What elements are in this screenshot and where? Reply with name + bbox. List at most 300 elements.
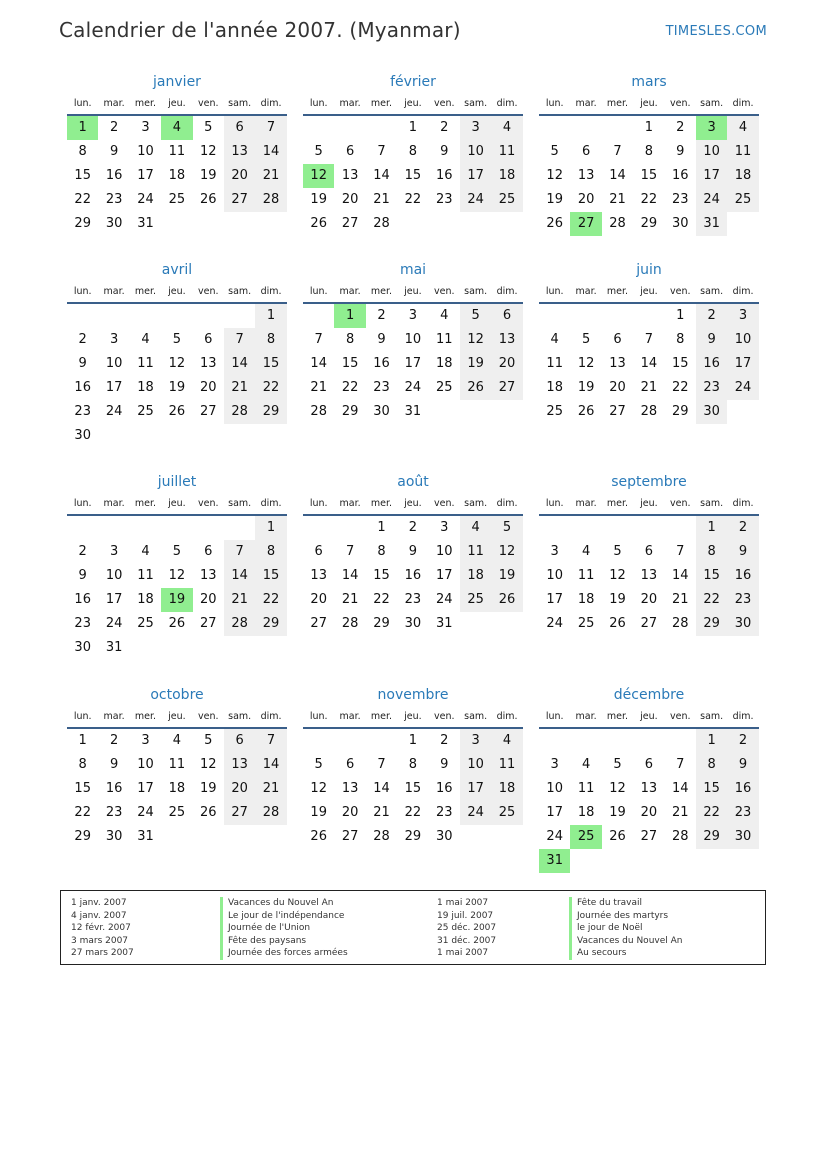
week-row bbox=[303, 400, 523, 424]
day-cell: 1 bbox=[255, 304, 286, 328]
day-cell: 9 bbox=[440, 144, 449, 159]
day-cell: 1 bbox=[334, 304, 365, 328]
day-cell: 21 bbox=[671, 592, 689, 607]
weekday-label: jeu. bbox=[404, 711, 422, 722]
weekday-label: mar. bbox=[103, 98, 125, 109]
week-row bbox=[67, 400, 287, 424]
day-cell: 21 bbox=[310, 380, 327, 395]
day-cell: 22 bbox=[74, 805, 91, 820]
day-cell: 16 bbox=[696, 352, 727, 376]
day-cell: 14 bbox=[640, 356, 658, 371]
weekday-label: lun. bbox=[309, 498, 328, 509]
day-cell: 18 bbox=[491, 777, 522, 801]
day-cell: 22 bbox=[640, 192, 658, 207]
weekday-label: mer. bbox=[134, 711, 157, 722]
day-cell: 22 bbox=[255, 588, 286, 612]
day-cell: 10 bbox=[137, 757, 154, 772]
day-cell: 12 bbox=[310, 781, 327, 796]
day-cell: 28 bbox=[255, 188, 286, 212]
day-cell: 12 bbox=[199, 757, 217, 772]
day-cell: 27 bbox=[199, 616, 217, 631]
day-cell: 12 bbox=[577, 356, 595, 371]
day-cell: 18 bbox=[491, 164, 522, 188]
day-cell: 29 bbox=[74, 829, 91, 844]
weekday-label: dim. bbox=[260, 98, 282, 109]
day-cell: 30 bbox=[105, 216, 123, 231]
day-cell: 26 bbox=[577, 404, 595, 419]
month-name: juin bbox=[636, 262, 662, 278]
day-cell: 31 bbox=[137, 216, 154, 231]
empty-day-cell bbox=[570, 116, 601, 140]
day-cell: 5 bbox=[460, 304, 491, 328]
day-cell: 22 bbox=[74, 192, 91, 207]
day-cell: 25 bbox=[491, 801, 522, 825]
day-cell: 28 bbox=[255, 801, 286, 825]
empty-day-cell bbox=[602, 516, 633, 540]
legend-dates-left bbox=[71, 897, 134, 960]
day-cell: 7 bbox=[224, 540, 255, 564]
day-cell: 25 bbox=[491, 188, 522, 212]
day-cell: 30 bbox=[727, 612, 758, 636]
day-cell: 5 bbox=[314, 757, 323, 772]
day-cell: 22 bbox=[404, 192, 422, 207]
day-cell: 29 bbox=[255, 612, 286, 636]
month-6 bbox=[67, 470, 287, 660]
day-cell: 6 bbox=[581, 144, 591, 159]
weekday-label: jeu. bbox=[640, 286, 658, 297]
weekday-label: lun. bbox=[309, 286, 328, 297]
site-link[interactable]: TIMESLES.COM bbox=[665, 24, 767, 39]
weekday-label: sam. bbox=[464, 498, 488, 509]
day-cell: 2 bbox=[109, 733, 119, 748]
day-cell: 30 bbox=[696, 400, 727, 424]
day-cell: 18 bbox=[460, 564, 491, 588]
day-cell: 16 bbox=[727, 777, 758, 801]
day-cell: 27 bbox=[199, 404, 217, 419]
week-row bbox=[539, 516, 759, 540]
week-row bbox=[303, 116, 523, 140]
day-cell: 31 bbox=[435, 616, 453, 631]
weekday-label: lun. bbox=[73, 498, 92, 509]
week-row bbox=[67, 516, 287, 540]
day-cell: 30 bbox=[404, 616, 422, 631]
day-cell: 2 bbox=[377, 308, 386, 323]
day-cell: 7 bbox=[345, 544, 355, 559]
day-cell: 10 bbox=[696, 140, 727, 164]
legend-dates-right bbox=[437, 897, 496, 960]
day-cell: 15 bbox=[640, 168, 658, 183]
week-row bbox=[539, 164, 759, 188]
day-cell: 13 bbox=[224, 753, 255, 777]
day-cell: 12 bbox=[546, 168, 563, 183]
empty-day-cell bbox=[161, 516, 192, 540]
day-cell: 23 bbox=[727, 588, 758, 612]
day-cell: 13 bbox=[310, 568, 327, 583]
empty-day-cell bbox=[665, 516, 696, 540]
day-cell: 11 bbox=[137, 568, 154, 583]
day-cell: 23 bbox=[435, 192, 453, 207]
day-cell: 2 bbox=[440, 120, 449, 135]
month-0 bbox=[67, 70, 287, 236]
day-cell: 1 bbox=[255, 516, 286, 540]
day-cell: 10 bbox=[137, 144, 154, 159]
day-cell: 13 bbox=[491, 328, 522, 352]
day-cell: 26 bbox=[546, 216, 563, 231]
day-cell: 16 bbox=[74, 592, 91, 607]
legend-holiday-name: Fête du travail bbox=[569, 897, 682, 910]
weekday-label: mar. bbox=[575, 711, 597, 722]
day-cell: 19 bbox=[199, 168, 217, 183]
week-row bbox=[67, 801, 287, 825]
day-cell: 11 bbox=[491, 140, 522, 164]
weekday-label: ven. bbox=[198, 286, 219, 297]
week-row bbox=[303, 729, 523, 753]
weekday-label: ven. bbox=[198, 498, 219, 509]
week-row bbox=[303, 328, 523, 352]
day-cell: 25 bbox=[168, 805, 186, 820]
day-cell: 19 bbox=[609, 592, 626, 607]
weekday-header bbox=[539, 282, 759, 304]
day-cell: 19 bbox=[546, 192, 563, 207]
legend-holiday-name: Journée des martyrs bbox=[569, 910, 682, 923]
day-cell: 6 bbox=[224, 116, 255, 140]
day-cell: 24 bbox=[460, 801, 491, 825]
day-cell: 21 bbox=[373, 805, 390, 820]
week-row bbox=[303, 588, 523, 612]
day-cell: 3 bbox=[460, 116, 491, 140]
day-cell: 5 bbox=[204, 120, 213, 135]
day-cell: 20 bbox=[199, 592, 217, 607]
month-4 bbox=[303, 258, 523, 424]
day-cell: 4 bbox=[491, 729, 522, 753]
day-cell: 25 bbox=[435, 380, 453, 395]
day-cell: 16 bbox=[74, 380, 91, 395]
day-cell: 15 bbox=[696, 564, 727, 588]
day-cell: 28 bbox=[373, 829, 390, 844]
month-name: février bbox=[390, 74, 436, 90]
weekday-label: dim. bbox=[496, 98, 518, 109]
day-cell: 28 bbox=[671, 829, 689, 844]
day-cell: 5 bbox=[172, 332, 181, 347]
week-row bbox=[67, 164, 287, 188]
day-cell: 24 bbox=[546, 616, 563, 631]
week-row bbox=[303, 564, 523, 588]
legend-names-left bbox=[220, 897, 348, 960]
week-row bbox=[67, 540, 287, 564]
empty-day-cell bbox=[224, 516, 255, 540]
day-cell: 1 bbox=[377, 520, 386, 535]
day-cell: 1 bbox=[408, 733, 417, 748]
day-cell: 20 bbox=[224, 777, 255, 801]
week-row bbox=[303, 188, 523, 212]
day-cell: 4 bbox=[491, 116, 522, 140]
day-cell: 29 bbox=[373, 616, 390, 631]
day-cell: 6 bbox=[314, 544, 323, 559]
weekday-label: mar. bbox=[103, 711, 125, 722]
week-row bbox=[539, 777, 759, 801]
empty-day-cell bbox=[334, 729, 365, 753]
day-cell: 19 bbox=[609, 805, 626, 820]
day-cell: 12 bbox=[609, 568, 626, 583]
day-cell: 5 bbox=[314, 144, 323, 159]
day-cell: 17 bbox=[435, 568, 453, 583]
legend-date: 12 févr. 2007 bbox=[71, 923, 131, 933]
legend-holiday-name: le jour de Noël bbox=[569, 922, 682, 935]
weekday-label: jeu. bbox=[168, 98, 186, 109]
day-cell: 18 bbox=[546, 380, 563, 395]
weekday-label: mar. bbox=[339, 286, 361, 297]
day-cell: 15 bbox=[373, 568, 390, 583]
legend-holiday-name: Au secours bbox=[569, 947, 682, 960]
day-cell: 14 bbox=[373, 168, 390, 183]
day-cell: 20 bbox=[310, 592, 327, 607]
empty-day-cell bbox=[98, 304, 129, 328]
weekday-label: sam. bbox=[700, 286, 724, 297]
week-row bbox=[539, 588, 759, 612]
day-cell: 16 bbox=[671, 168, 689, 183]
weekday-header bbox=[539, 494, 759, 516]
day-cell: 27 bbox=[341, 829, 359, 844]
weekday-header bbox=[67, 282, 287, 304]
month-10 bbox=[303, 683, 523, 849]
weekday-label: ven. bbox=[670, 286, 691, 297]
week-row bbox=[303, 352, 523, 376]
day-cell: 18 bbox=[727, 164, 758, 188]
week-row bbox=[539, 352, 759, 376]
day-cell: 26 bbox=[609, 829, 626, 844]
day-cell: 18 bbox=[577, 805, 595, 820]
day-cell: 18 bbox=[435, 356, 453, 371]
day-cell: 7 bbox=[613, 144, 622, 159]
weekday-label: sam. bbox=[228, 498, 252, 509]
weekday-label: sam. bbox=[228, 98, 252, 109]
weekday-label: sam. bbox=[700, 98, 724, 109]
day-cell: 27 bbox=[224, 801, 255, 825]
weekday-label: dim. bbox=[496, 286, 518, 297]
day-cell: 5 bbox=[172, 544, 181, 559]
legend-date: 19 juil. 2007 bbox=[437, 910, 494, 921]
day-cell: 12 bbox=[168, 568, 186, 583]
month-name: août bbox=[397, 474, 429, 490]
day-cell: 3 bbox=[696, 116, 727, 140]
weekday-label: jeu. bbox=[640, 98, 658, 109]
day-cell: 9 bbox=[78, 568, 87, 583]
day-cell: 24 bbox=[404, 380, 422, 395]
day-cell: 19 bbox=[199, 781, 217, 796]
day-cell: 10 bbox=[727, 328, 758, 352]
week-row bbox=[303, 801, 523, 825]
legend-holiday-name: Vacances du Nouvel An bbox=[569, 935, 682, 948]
legend-date: 31 déc. 2007 bbox=[437, 935, 497, 946]
day-cell: 12 bbox=[303, 164, 334, 188]
day-cell: 16 bbox=[105, 168, 123, 183]
day-cell: 28 bbox=[671, 616, 689, 631]
day-cell: 30 bbox=[727, 825, 758, 849]
day-cell: 11 bbox=[577, 568, 595, 583]
empty-day-cell bbox=[224, 304, 255, 328]
legend-date: 1 mai 2007 bbox=[437, 948, 489, 958]
week-row bbox=[67, 140, 287, 164]
day-cell: 23 bbox=[105, 192, 123, 207]
empty-day-cell bbox=[602, 729, 633, 753]
day-cell: 25 bbox=[570, 825, 601, 849]
day-cell: 6 bbox=[644, 757, 653, 772]
day-cell: 24 bbox=[137, 192, 154, 207]
month-3 bbox=[67, 258, 287, 448]
weekday-label: mar. bbox=[103, 286, 125, 297]
day-cell: 25 bbox=[168, 192, 186, 207]
day-cell: 11 bbox=[491, 753, 522, 777]
weekday-label: sam. bbox=[228, 711, 252, 722]
empty-day-cell bbox=[633, 729, 664, 753]
day-cell: 24 bbox=[460, 188, 491, 212]
day-cell: 24 bbox=[137, 805, 154, 820]
day-cell: 1 bbox=[644, 120, 653, 135]
day-cell: 18 bbox=[168, 168, 186, 183]
day-cell: 4 bbox=[141, 544, 150, 559]
day-cell: 8 bbox=[696, 753, 727, 777]
day-cell: 27 bbox=[640, 616, 658, 631]
day-cell: 8 bbox=[345, 332, 355, 347]
day-cell: 16 bbox=[435, 168, 453, 183]
day-cell: 16 bbox=[404, 568, 422, 583]
day-cell: 26 bbox=[310, 216, 327, 231]
day-cell: 1 bbox=[408, 120, 417, 135]
day-cell: 4 bbox=[141, 332, 150, 347]
day-cell: 15 bbox=[255, 564, 286, 588]
day-cell: 27 bbox=[640, 829, 658, 844]
day-cell: 26 bbox=[199, 805, 217, 820]
legend-holiday-name: Vacances du Nouvel An bbox=[220, 897, 348, 910]
day-cell: 30 bbox=[74, 428, 91, 443]
day-cell: 22 bbox=[341, 380, 359, 395]
day-cell: 25 bbox=[137, 404, 154, 419]
legend-holiday-name: Journée de l'Union bbox=[220, 922, 348, 935]
day-cell: 1 bbox=[78, 733, 87, 748]
day-cell: 27 bbox=[570, 212, 601, 236]
day-cell: 6 bbox=[345, 757, 355, 772]
weekday-label: dim. bbox=[496, 711, 518, 722]
day-cell: 23 bbox=[671, 192, 689, 207]
day-cell: 8 bbox=[696, 540, 727, 564]
day-cell: 13 bbox=[577, 168, 595, 183]
day-cell: 17 bbox=[696, 164, 727, 188]
day-cell: 3 bbox=[109, 332, 119, 347]
empty-day-cell bbox=[303, 304, 334, 328]
day-cell: 29 bbox=[696, 612, 727, 636]
weekday-label: dim. bbox=[260, 711, 282, 722]
day-cell: 3 bbox=[550, 544, 559, 559]
day-cell: 16 bbox=[373, 356, 390, 371]
weekday-label: jeu. bbox=[404, 498, 422, 509]
day-cell: 15 bbox=[341, 356, 359, 371]
day-cell: 1 bbox=[67, 116, 98, 140]
day-cell: 10 bbox=[404, 332, 422, 347]
weekday-label: jeu. bbox=[640, 711, 658, 722]
day-cell: 21 bbox=[671, 805, 689, 820]
day-cell: 29 bbox=[671, 404, 689, 419]
week-row bbox=[539, 801, 759, 825]
day-cell: 27 bbox=[224, 188, 255, 212]
weekday-label: sam. bbox=[464, 98, 488, 109]
legend-date: 1 janv. 2007 bbox=[71, 898, 127, 908]
day-cell: 7 bbox=[255, 729, 286, 753]
day-cell: 22 bbox=[255, 376, 286, 400]
week-row bbox=[539, 116, 759, 140]
day-cell: 2 bbox=[78, 332, 87, 347]
weekday-label: mer. bbox=[370, 498, 393, 509]
weekday-label: sam. bbox=[700, 498, 724, 509]
weekday-label: ven. bbox=[434, 711, 455, 722]
weekday-label: ven. bbox=[434, 498, 455, 509]
week-row bbox=[67, 825, 287, 849]
day-cell: 9 bbox=[440, 757, 449, 772]
day-cell: 13 bbox=[341, 168, 359, 183]
legend-date: 1 mai 2007 bbox=[437, 898, 489, 908]
day-cell: 21 bbox=[341, 592, 359, 607]
empty-day-cell bbox=[303, 729, 334, 753]
day-cell: 2 bbox=[676, 120, 685, 135]
day-cell: 6 bbox=[644, 544, 653, 559]
weekday-label: ven. bbox=[198, 98, 219, 109]
month-name: janvier bbox=[153, 74, 201, 90]
day-cell: 7 bbox=[644, 332, 653, 347]
day-cell: 24 bbox=[105, 616, 123, 631]
day-cell: 19 bbox=[577, 380, 595, 395]
week-row bbox=[67, 753, 287, 777]
empty-day-cell bbox=[67, 516, 98, 540]
day-cell: 17 bbox=[546, 805, 563, 820]
day-cell: 12 bbox=[491, 540, 522, 564]
day-cell: 7 bbox=[377, 757, 386, 772]
day-cell: 23 bbox=[435, 805, 453, 820]
week-row bbox=[539, 188, 759, 212]
day-cell: 9 bbox=[696, 328, 727, 352]
weekday-header bbox=[303, 494, 523, 516]
weekday-label: lun. bbox=[545, 98, 564, 109]
day-cell: 21 bbox=[224, 588, 255, 612]
day-cell: 14 bbox=[341, 568, 359, 583]
day-cell: 9 bbox=[676, 144, 685, 159]
day-cell: 22 bbox=[696, 801, 727, 825]
day-cell: 30 bbox=[74, 640, 91, 655]
day-cell: 1 bbox=[696, 516, 727, 540]
day-cell: 19 bbox=[161, 588, 192, 612]
day-cell: 6 bbox=[613, 332, 622, 347]
day-cell: 11 bbox=[168, 144, 186, 159]
empty-day-cell bbox=[334, 116, 365, 140]
day-cell: 17 bbox=[105, 592, 123, 607]
weekday-label: sam. bbox=[464, 286, 488, 297]
week-row bbox=[539, 212, 759, 236]
day-cell: 3 bbox=[440, 520, 449, 535]
day-cell: 16 bbox=[727, 564, 758, 588]
week-row bbox=[67, 304, 287, 328]
day-cell: 15 bbox=[74, 781, 91, 796]
day-cell: 2 bbox=[727, 729, 758, 753]
day-cell: 20 bbox=[199, 380, 217, 395]
weekday-label: lun. bbox=[545, 498, 564, 509]
weekday-label: ven. bbox=[670, 498, 691, 509]
day-cell: 5 bbox=[491, 516, 522, 540]
day-cell: 7 bbox=[676, 544, 685, 559]
month-name: mai bbox=[399, 262, 427, 278]
day-cell: 10 bbox=[435, 544, 453, 559]
day-cell: 13 bbox=[640, 568, 658, 583]
day-cell: 21 bbox=[255, 777, 286, 801]
day-cell: 24 bbox=[546, 829, 563, 844]
day-cell: 17 bbox=[137, 781, 154, 796]
